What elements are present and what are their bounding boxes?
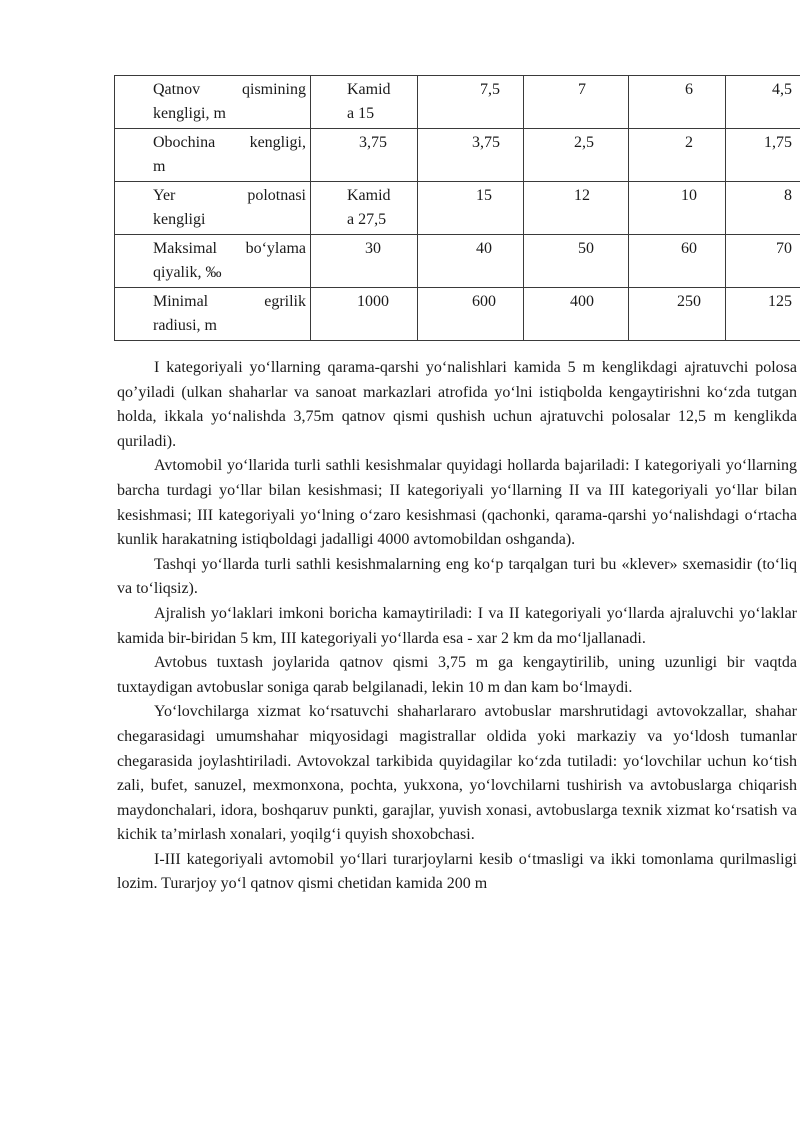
cell-value: 60 bbox=[681, 240, 697, 257]
cell-value: 400 bbox=[570, 293, 594, 310]
table-row bbox=[115, 182, 800, 235]
cell-value: Kamid a 27,5 bbox=[347, 187, 391, 228]
table-cell bbox=[311, 288, 418, 341]
table-row bbox=[115, 76, 800, 129]
cell-value: 125 bbox=[768, 293, 792, 310]
table-cell bbox=[418, 288, 524, 341]
row-label-line-2: m bbox=[153, 158, 166, 175]
table-cell bbox=[418, 76, 524, 129]
paragraph: I kategoriyali yo‘llarning qarama-qarshi yo‘nalishlari kamida 5 m kenglikdagi ajratuvchi polosa qo’yiladi (ulkan shaharlar va sanoat markazlari atrofida yo‘lni istiqbolda kengaytirishni ko‘zda tutgan holda, ikkala yo‘nalishda 3,75m qatnov qismi qushish uchun ajratuvchi polosalar 12,5 m kenglikda quriladi). bbox=[117, 359, 797, 450]
cell-value: 1000 bbox=[357, 293, 389, 310]
table-cell bbox=[524, 235, 629, 288]
row-label-line-2: kengligi, m bbox=[153, 105, 226, 122]
cell-value: 7,5 bbox=[480, 81, 500, 98]
cell-value: 40 bbox=[476, 240, 492, 257]
table-cell bbox=[726, 182, 800, 235]
cell-value: 6 bbox=[685, 81, 693, 98]
paragraph: Avtomobil yo‘llarida turli sathli kesishmalar quyidagi hollarda bajariladi: I kategoriyali yo‘llarning barcha turdagi yo‘llar bilan kesishmasi; II kategoriyali yo‘llarning II va III kategoriyali yo‘llar bilan kesishmasi; III kategoriyali yo‘lning o‘zaro kesishmasi (qachonki, qarama-qarshi yo‘nalishdagi o‘rtacha kunlik harakatning istiqboldagi jadalligi 4000 avtomobildan oshganda). bbox=[117, 457, 797, 549]
cell-value: 12 bbox=[574, 187, 590, 204]
table-cell bbox=[629, 182, 726, 235]
paragraph: Tashqi yo‘llarda turli sathli kesishmalarning eng ko‘p tarqalgan turi bu «klever» sxemasidir (to‘liq va to‘liqsiz). bbox=[117, 555, 797, 598]
body-text bbox=[117, 356, 797, 897]
cell-value: 250 bbox=[677, 293, 701, 310]
table-row bbox=[115, 235, 800, 288]
cell-value: 1,75 bbox=[764, 134, 792, 151]
cell-value: 3,75 bbox=[359, 134, 387, 151]
table-cell bbox=[418, 235, 524, 288]
table-cell bbox=[629, 129, 726, 182]
paragraph: I-III kategoriyali avtomobil yo‘llari turarjoylarni kesib o‘tmasligi va ikki tomonlama qurilmasligi lozim. Turarjoy yo‘l qatnov qismi chetidan kamida 200 m bbox=[117, 850, 797, 893]
table-cell bbox=[524, 182, 629, 235]
row-label bbox=[115, 235, 311, 288]
row-label bbox=[115, 76, 311, 129]
road-parameters-table bbox=[114, 75, 800, 341]
row-label-line-1: Yer polotnasi bbox=[153, 187, 306, 204]
cell-value: 4,5 bbox=[772, 81, 792, 98]
cell-value: 50 bbox=[578, 240, 594, 257]
table-cell bbox=[311, 235, 418, 288]
table-cell bbox=[311, 182, 418, 235]
table-cell bbox=[726, 129, 800, 182]
row-label-line-1: Qatnov qismining bbox=[153, 81, 306, 98]
table-cell bbox=[629, 288, 726, 341]
row-label bbox=[115, 182, 311, 235]
table-cell bbox=[418, 129, 524, 182]
cell-value: 30 bbox=[365, 240, 381, 257]
paragraph: Yo‘lovchilarga xizmat ko‘rsatuvchi shaharlararo avtobuslar marshrutidagi avtovokzallar, shahar chegarasidagi umumshahar miqyosidagi magistrallar oldida yoki markaziy va yo‘ldosh tumanlar chegarasida joylashtiriladi. Avtovokzal tarkibida quyidagilar ko‘zda tutiladi: yo‘lovchilar uchun ko‘tish zali, bufet, sanuzel, mexmonxona, pochta, yukxona, yo‘lovchilarni tushirish va avtobuslarga chiqarish maydonchalari, idora, boshqaruv punkti, garajlar, yuvish xonasi, avtobuslarga texnik xizmat ko‘rsatish va kichik ta’mirlash xonalari, yoqilg‘i quyish shoxobchasi. bbox=[117, 703, 797, 844]
cell-value: 8 bbox=[784, 187, 792, 204]
row-label bbox=[115, 288, 311, 341]
table-cell bbox=[524, 76, 629, 129]
row-label-line-2: radiusi, m bbox=[153, 317, 217, 334]
cell-value: 70 bbox=[776, 240, 792, 257]
table-cell bbox=[311, 76, 418, 129]
table-cell bbox=[726, 288, 800, 341]
table-cell bbox=[629, 235, 726, 288]
paragraph: Avtobus tuxtash joylarida qatnov qismi 3,75 m ga kengaytirilib, uning uzunligi bir vaqtda tuxtaydigan avtobuslar soniga qarab belgilanadi, lekin 10 m dan kam bo‘lmaydi. bbox=[117, 654, 797, 696]
table-cell bbox=[524, 288, 629, 341]
cell-value: 7 bbox=[578, 81, 586, 98]
cell-value: 2,5 bbox=[574, 134, 594, 151]
cell-value: 15 bbox=[476, 187, 492, 204]
cell-value: 600 bbox=[472, 293, 496, 310]
table-cell bbox=[726, 76, 800, 129]
table-row bbox=[115, 129, 800, 182]
cell-value: 10 bbox=[681, 187, 697, 204]
row-label-line-1: Minimal egrilik bbox=[153, 293, 306, 310]
row-label-line-2: qiyalik, ‰ bbox=[153, 264, 222, 281]
row-label-line-2: kengligi bbox=[153, 211, 206, 228]
table-row bbox=[115, 288, 800, 341]
table-cell bbox=[524, 129, 629, 182]
row-label-line-1: Maksimal bo‘ylama bbox=[153, 240, 306, 257]
cell-value: 2 bbox=[685, 134, 693, 151]
row-label-line-1: Obochina kengligi, bbox=[153, 134, 306, 151]
table-cell bbox=[418, 182, 524, 235]
table-cell bbox=[726, 235, 800, 288]
paragraph: Ajralish yo‘laklari imkoni boricha kamaytiriladi: I va II kategoriyali yo‘llarda ajraluvchi yo‘laklar kamida bir-biridan 5 km, III kategoriyali yo‘llarda esa - xar 2 km da mo‘ljallanadi. bbox=[117, 604, 797, 647]
cell-value: 3,75 bbox=[472, 134, 500, 151]
table-cell bbox=[629, 76, 726, 129]
cell-value: Kamid a 15 bbox=[347, 81, 391, 122]
row-label bbox=[115, 129, 311, 182]
table-cell bbox=[311, 129, 418, 182]
